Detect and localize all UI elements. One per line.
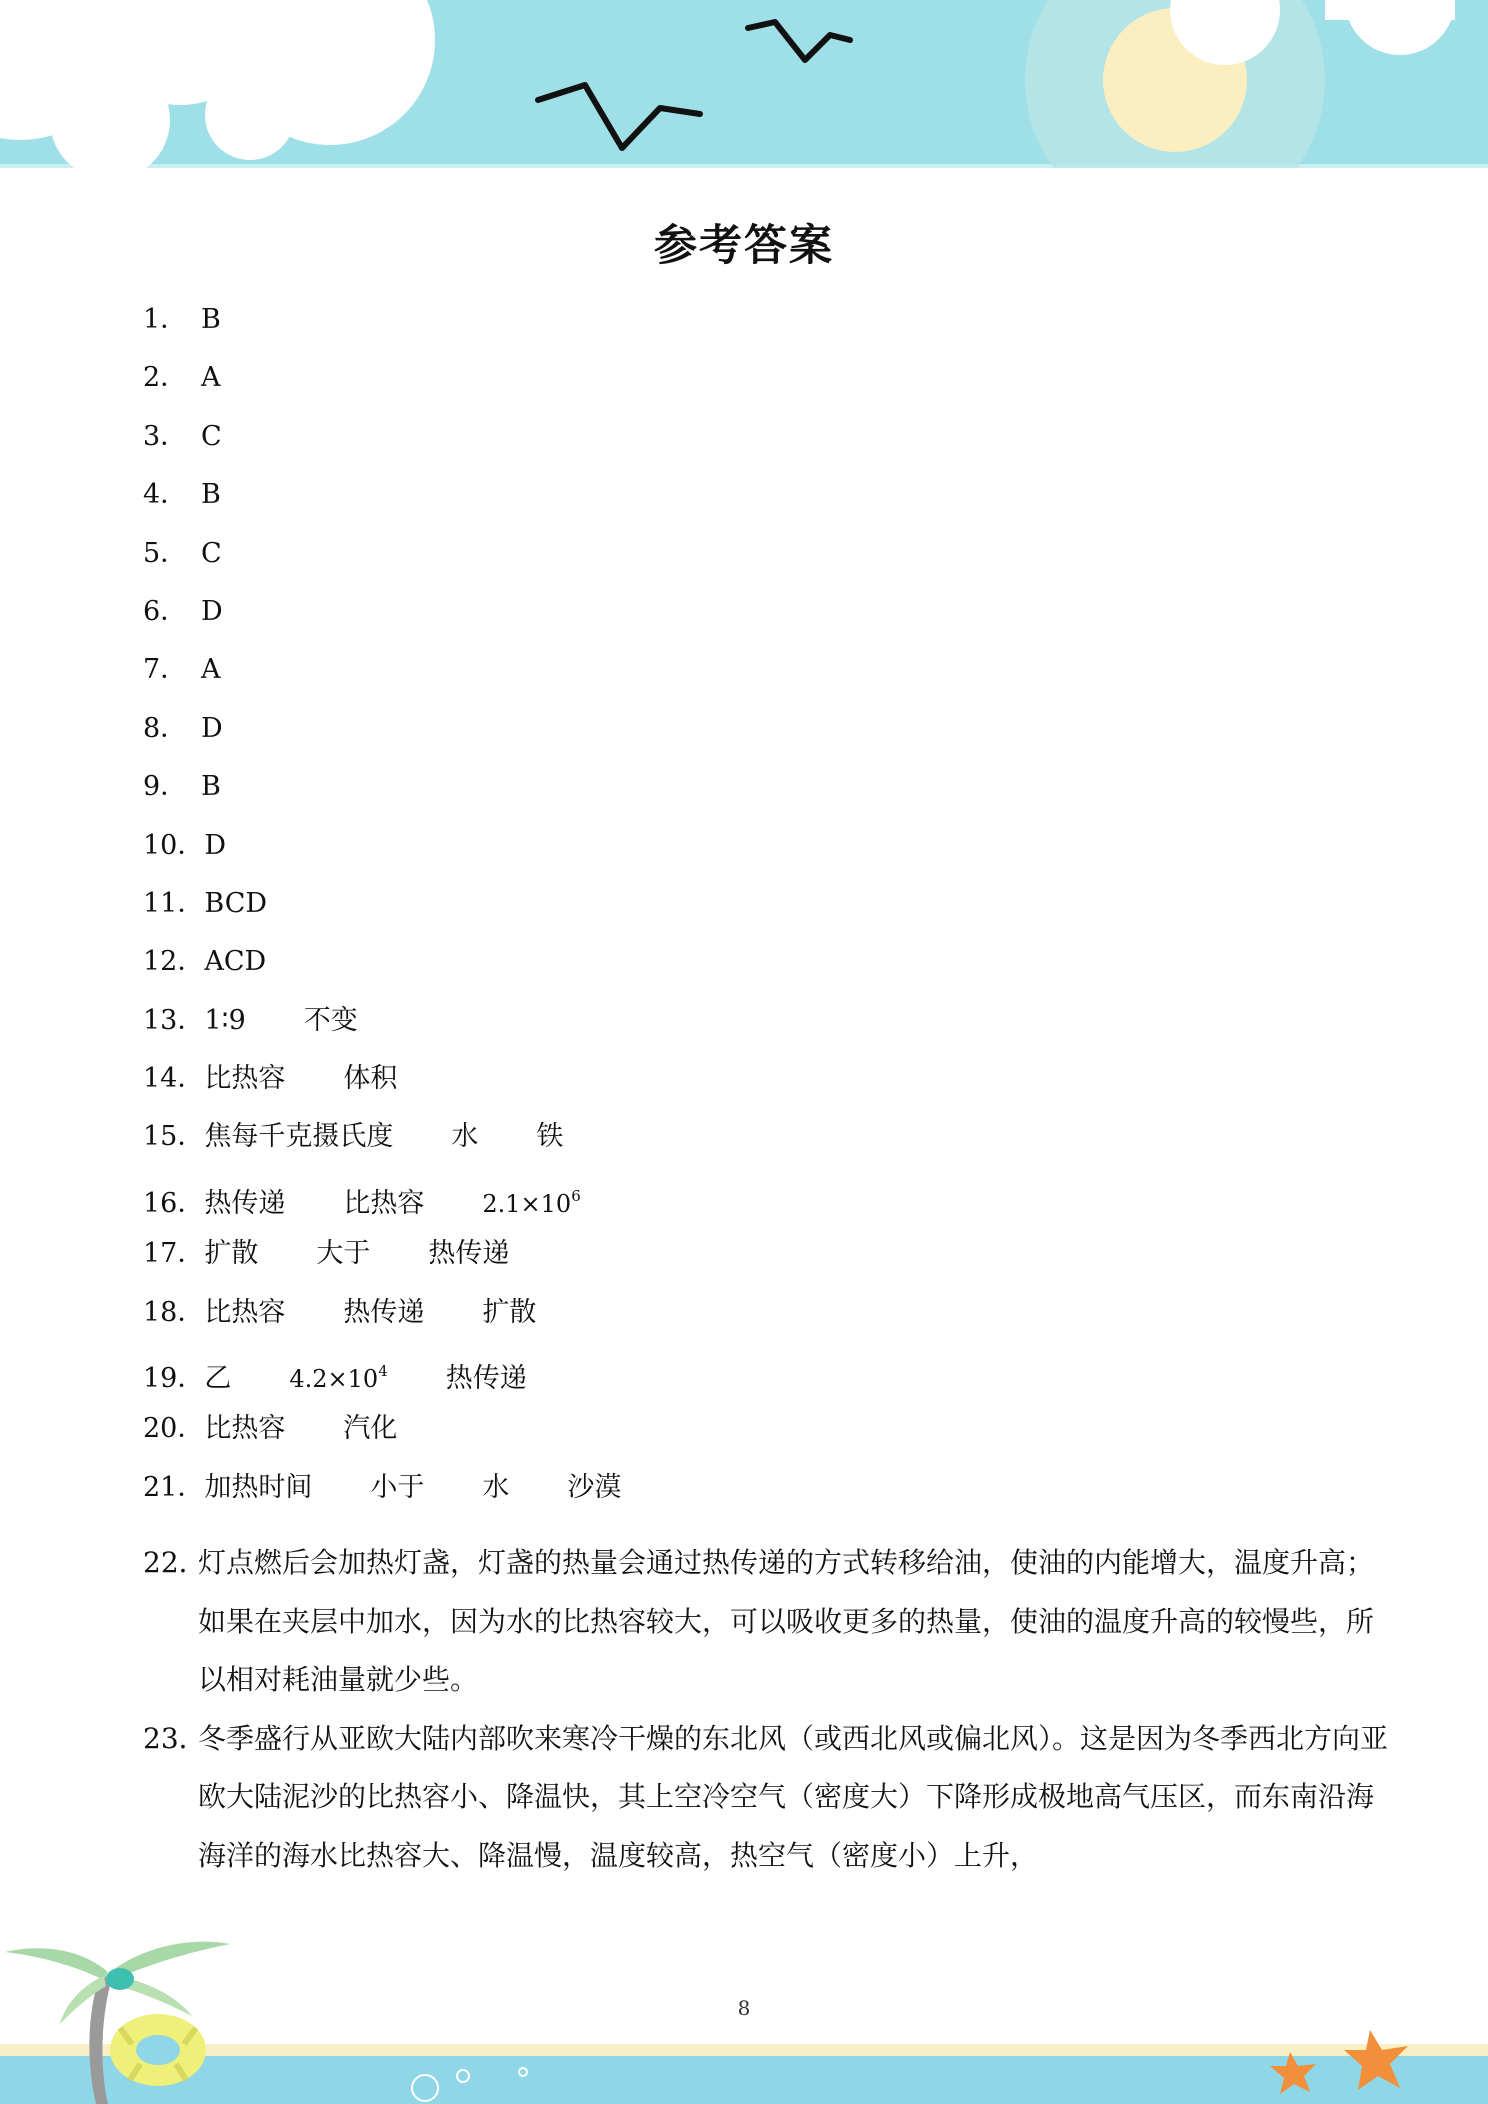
answer-18 <box>143 1291 1363 1349</box>
answer-10 <box>143 824 1363 882</box>
answer-value: B <box>201 771 221 803</box>
answer-22 <box>143 1534 1398 1710</box>
answer-value: 热传递 <box>445 1363 527 1395</box>
swim-ring-icon <box>110 2014 206 2086</box>
answer-value: 水 <box>451 1121 479 1153</box>
answer-number: 21． <box>143 1471 205 1503</box>
answer-value: 大于 <box>316 1238 371 1270</box>
page-number: 8 <box>737 1996 751 2020</box>
answer-number: 6． <box>143 595 188 627</box>
header-decoration <box>0 0 1488 168</box>
answer-value: 汽化 <box>343 1413 398 1445</box>
answer-value: 扩散 <box>482 1296 537 1328</box>
answer-value: 比热容 <box>343 1187 425 1219</box>
answer-number: 20． <box>143 1413 205 1445</box>
answer-value: A <box>201 654 221 686</box>
answer-14 <box>143 1057 1363 1115</box>
answer-2 <box>143 356 1363 414</box>
answer-number: 9． <box>143 771 188 803</box>
answer-value: 热传递 <box>204 1187 286 1219</box>
answer-21 <box>143 1466 1363 1524</box>
answer-number: 22． <box>143 1546 207 1580</box>
answer-value: B <box>201 479 221 511</box>
answer-value: 铁 <box>536 1121 564 1153</box>
answer-number: 8． <box>143 712 188 744</box>
answer-number: 16． <box>143 1187 205 1219</box>
answer-number: 14． <box>143 1063 205 1095</box>
answer-17 <box>143 1232 1363 1290</box>
answer-text: 冬季盛行从亚欧大陆内部吹来寒冷干燥的东北风（或西北风或偏北风）。这是因为冬季西北方向亚欧大陆泥沙的比热容小、降温快，其上空冷空气（密度大）下降形成极地高气压区，而东南沿海海洋的海水比热容大、降温慢，温度较高，热空气（密度小）上升， <box>198 1721 1389 1872</box>
answer-value: 比热容 <box>204 1063 286 1095</box>
answer-exponent: 4 <box>378 1362 388 1381</box>
answer-5 <box>143 532 1363 590</box>
answer-value: B <box>201 304 221 335</box>
answer-number: 23． <box>143 1721 207 1755</box>
answer-value: 4.2×10 <box>289 1365 379 1394</box>
answer-value: 水 <box>482 1471 510 1503</box>
answer-value: 焦每千克摄氏度 <box>204 1121 394 1153</box>
answer-number: 15． <box>143 1121 205 1153</box>
answer-number: 11． <box>143 887 205 919</box>
answer-number: 18． <box>143 1296 205 1328</box>
answer-number: 3． <box>143 420 188 452</box>
answer-number: 4． <box>143 479 188 511</box>
answer-20 <box>143 1407 1363 1465</box>
answer-value: C <box>201 420 222 452</box>
answer-value: 比热容 <box>204 1413 286 1445</box>
answer-19 <box>143 1349 1363 1407</box>
answer-number: 17． <box>143 1238 205 1270</box>
answer-value: 乙 <box>204 1363 232 1395</box>
answer-9 <box>143 765 1363 823</box>
answer-value: 热传递 <box>343 1296 425 1328</box>
answer-value: D <box>201 595 223 627</box>
answer-number: 5． <box>143 537 188 569</box>
answer-23 <box>143 1710 1398 1886</box>
answer-13 <box>143 999 1363 1057</box>
answer-6 <box>143 590 1363 648</box>
answer-value: 加热时间 <box>204 1471 313 1503</box>
answer-exponent: 6 <box>571 1186 581 1205</box>
answer-number: 7． <box>143 654 188 686</box>
answer-value: 不变 <box>303 1004 358 1036</box>
answer-value: 小于 <box>370 1471 425 1503</box>
answer-value: 2.1×10 <box>482 1189 572 1218</box>
answer-15 <box>143 1115 1363 1173</box>
page-title: 参考答案 <box>654 221 834 271</box>
answer-value: 扩散 <box>204 1238 259 1270</box>
answer-value: A <box>201 362 221 394</box>
answer-number: 13． <box>143 1004 205 1036</box>
footer-decoration <box>0 1920 1488 2104</box>
answer-4 <box>143 473 1363 531</box>
answer-value: 沙漠 <box>567 1471 622 1503</box>
answer-1 <box>143 298 1363 356</box>
answer-number: 1． <box>143 304 188 335</box>
answer-value: 热传递 <box>428 1238 510 1270</box>
answer-3 <box>143 415 1363 473</box>
answer-7 <box>143 648 1363 706</box>
answer-16 <box>143 1174 1363 1232</box>
answer-value: C <box>201 537 222 569</box>
answer-value: D <box>201 712 223 744</box>
answer-value: 体积 <box>343 1063 398 1095</box>
answer-8 <box>143 707 1363 765</box>
answer-number: 19． <box>143 1363 205 1395</box>
answer-value: D <box>204 829 227 861</box>
answer-number: 2． <box>143 362 188 394</box>
answer-value: 1∶9 <box>204 1004 246 1036</box>
answer-number: 10． <box>143 829 205 861</box>
answer-11 <box>143 882 1363 940</box>
answer-list <box>143 298 1389 1885</box>
answer-12 <box>143 940 1363 998</box>
answer-number: 12． <box>143 946 205 978</box>
answer-value: ACD <box>204 946 267 978</box>
answer-value: BCD <box>204 887 268 919</box>
answer-text: 灯点燃后会加热灯盏，灯盏的热量会通过热传递的方式转移给油，使油的内能增大，温度升高；如果在夹层中加水，因为水的比热容较大，可以吸收更多的热量，使油的温度升高的较慢些，所以相对耗油量就少些。 <box>198 1546 1375 1697</box>
answer-value: 比热容 <box>204 1296 286 1328</box>
